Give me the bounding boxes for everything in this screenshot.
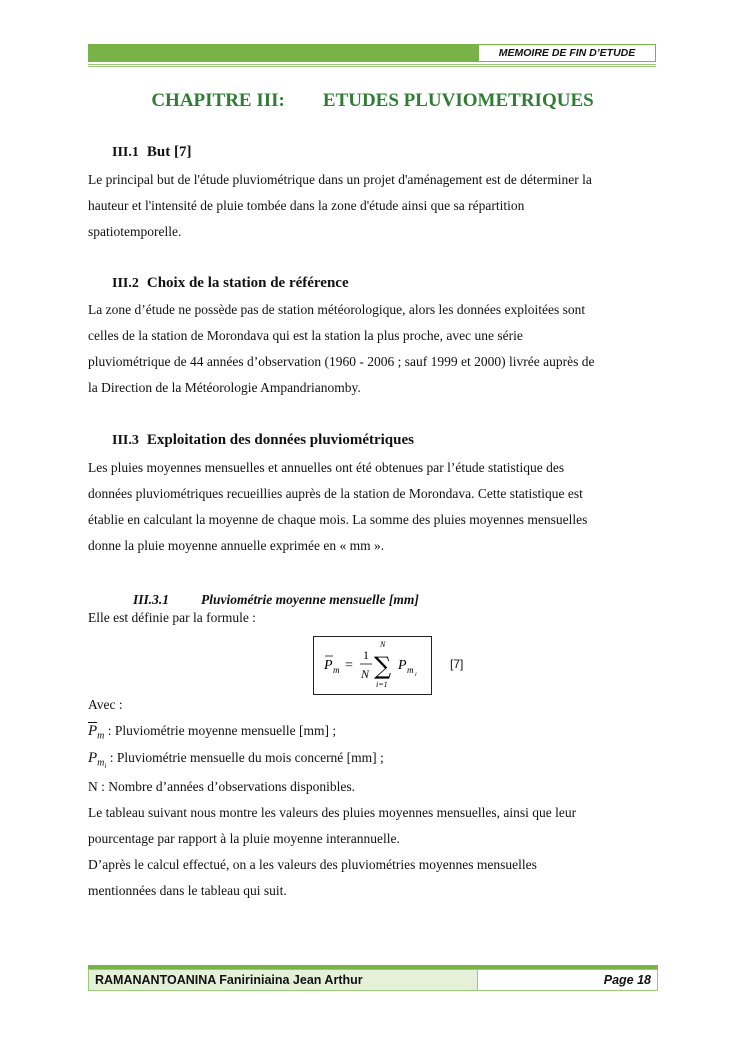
closing-paragraph [88,800,658,904]
chapter-label: CHAPITRE III: [151,90,285,111]
text-line: donne la pluie moyenne annuelle exprimée en « mm ». [88,538,385,553]
section-heading-1 [112,144,191,161]
avec-label: Avec : [88,697,123,712]
text-line: Le tableau suivant nous montre les valeurs des pluies moyennes mensuelles, ainsi que leur [88,805,577,820]
pmi-symbol: P [88,750,98,766]
formula-intro: Elle est définie par la formule : [88,610,256,625]
header-accent-bar [88,44,478,62]
text-line: pluviométrique de 44 années d’observation (1960 - 2006 ; sauf 1999 et 2000) livrée auprès de [88,354,595,369]
page-number: Page 18 [477,970,657,990]
formula-box [313,636,432,695]
formula-term: P [398,658,407,673]
formula-frac-den: N [361,667,370,681]
formula-frac-num: 1 [363,648,369,662]
subsection-title: Pluviométrie moyenne mensuelle [mm] [201,592,419,607]
definition-pmi [88,750,384,770]
section-number: III.2 [112,276,139,291]
sigma-icon: ∑ [374,652,392,680]
formula-term-subsub: i [415,672,417,678]
pm-text: : Pluviométrie moyenne mensuelle [mm] ; [104,723,337,738]
formula-equals: = [345,658,353,673]
pmi-symbol-subsub: i [104,762,107,770]
subsection-number: III.3.1 [133,592,170,607]
text-line: spatiotemporelle. [88,224,182,239]
section-number: III.1 [112,145,139,160]
text-line: mentionnées dans le tableau qui suit. [88,883,287,898]
section-title: Exploitation des données pluviométriques [146,432,414,448]
formula-lhs-sub: m [333,665,340,675]
page-footer [88,969,658,991]
header-divider [88,64,656,67]
text-line: Le principal but de l'étude pluviométrique dans un projet d'aménagement est de déterminer la [88,172,592,187]
subsection-heading [133,592,419,608]
definition-pm [88,723,336,742]
formula-lhs: P [324,658,333,673]
header-title: MEMOIRE DE FIN D’ETUDE [478,44,656,62]
sum-upper-limit: N [380,640,386,649]
section-paragraph-3 [88,455,658,559]
formula-svg [314,637,433,696]
page-header [88,44,656,62]
text-line: établie en calculant la moyenne de chaque mois. La somme des pluies moyennes mensuelles [88,512,588,527]
chapter-heading [0,90,745,112]
section-heading-3 [112,432,414,449]
formula-reference: [7] [450,657,464,671]
sum-lower-limit: i=1 [376,680,388,689]
footer-author: RAMANANTOANINA Faniriniaina Jean Arthur [89,970,477,990]
section-number: III.3 [112,433,139,448]
text-line: celles de la station de Morondava qui est la station la plus proche, avec une série [88,328,523,343]
pmi-text: : Pluviométrie mensuelle du mois concerné [mm] ; [106,750,384,765]
text-line: pourcentage par rapport à la pluie moyenne interannuelle. [88,831,400,846]
text-line: hauteur et l'intensité de pluie tombée dans la zone d'étude ainsi que sa répartition [88,198,525,213]
text-line: Les pluies moyennes mensuelles et annuelles ont été obtenues par l’étude statistique des [88,460,565,475]
section-paragraph-2 [88,297,658,401]
definition-n: N : Nombre d’années d’observations disponibles. [88,779,355,794]
pmi-symbol-sub: m [97,757,105,769]
formula-term-sub: m [407,665,414,675]
pm-symbol-sub: m [97,730,105,742]
section-title: Choix de la station de référence [146,275,349,291]
text-line: la Direction de la Météorologie Ampandrianomby. [88,380,361,395]
section-paragraph-1 [88,167,658,245]
text-line: données pluviométriques recueillies auprès de la station de Morondava. Cette statistique est [88,486,583,501]
text-line: La zone d’étude ne possède pas de station météorologique, alors les données exploitées sont [88,302,586,317]
chapter-title: ETUDES PLUVIOMETRIQUES [322,90,594,111]
section-heading-2 [112,275,349,292]
pm-symbol: $\overline{P}$ [88,723,98,739]
section-title: But [7] [146,144,192,160]
text-line: D’après le calcul effectué, on a les valeurs des pluviométries moyennes mensuelles [88,857,537,872]
